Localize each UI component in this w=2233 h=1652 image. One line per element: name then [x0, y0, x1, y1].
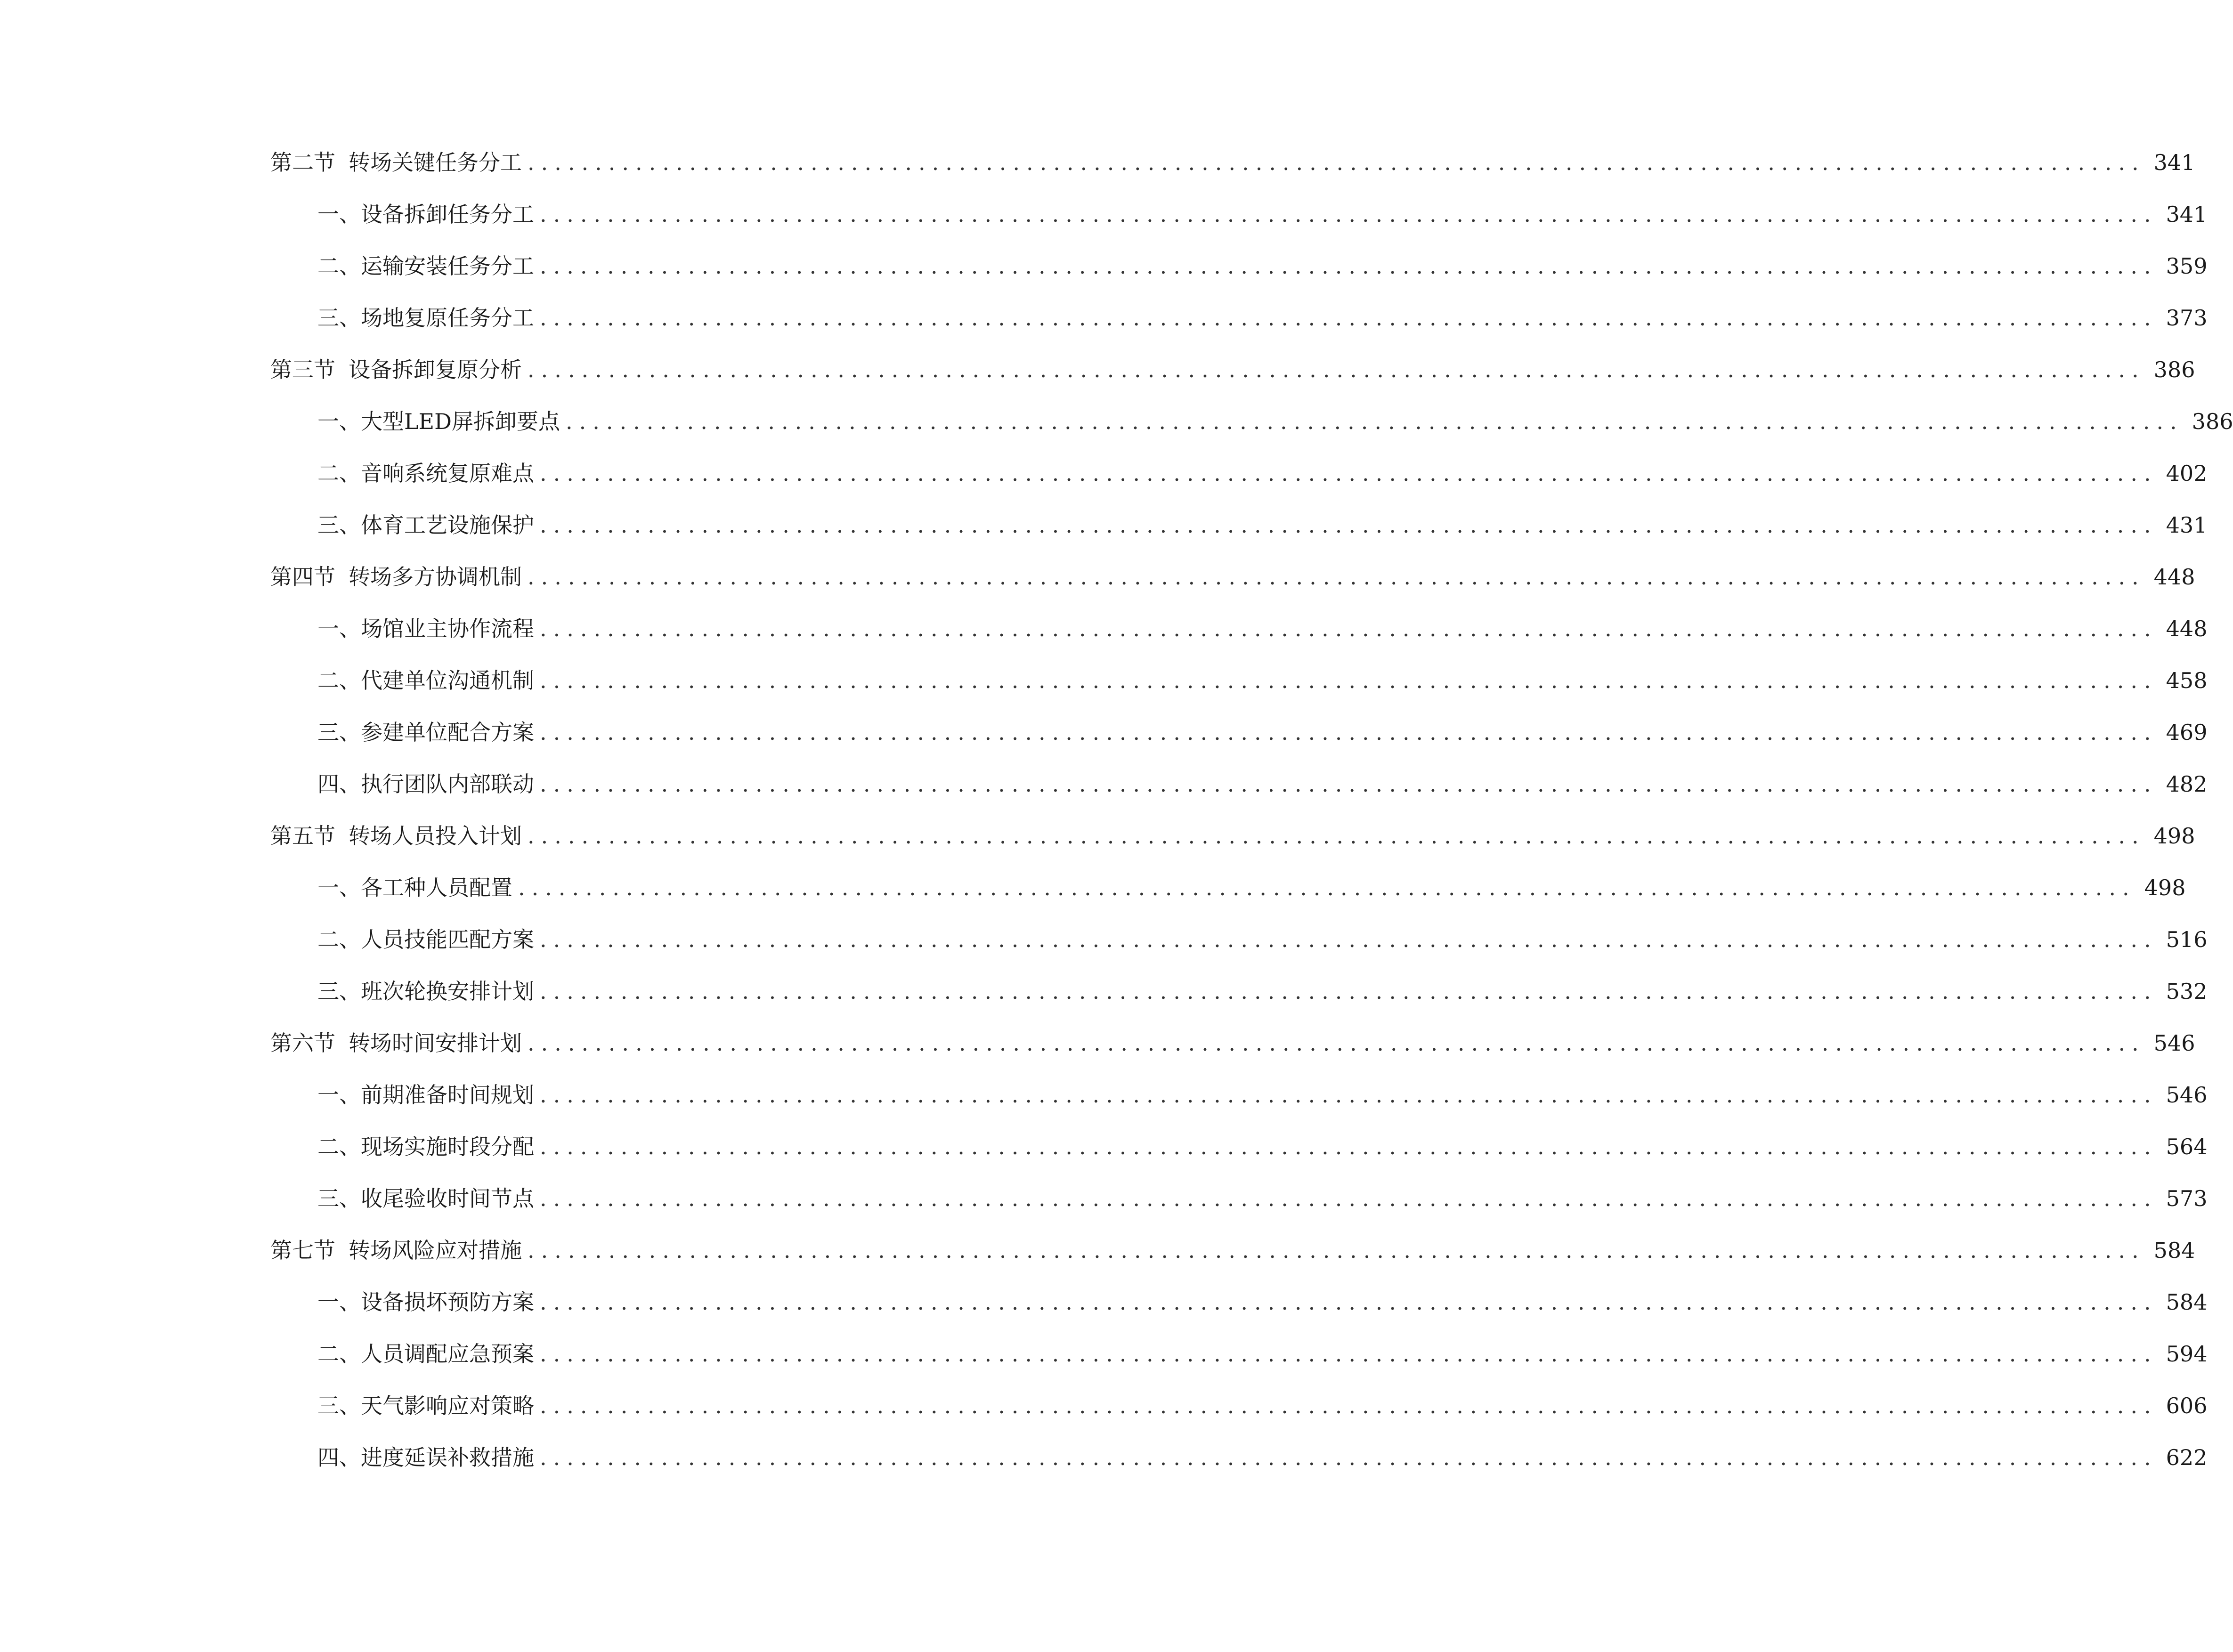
toc-page-number: 359	[2166, 253, 2208, 279]
toc-page-number: 386	[2192, 409, 2233, 434]
toc-entry-number: 第七节	[270, 1238, 335, 1263]
toc-page-number: 606	[2166, 1393, 2208, 1418]
toc-entry-title: 场馆业主协作流程	[361, 616, 534, 641]
toc-dot-leader: ........................................................................................................................	[540, 1082, 2158, 1108]
toc-entry-title: 进度延误补救措施	[361, 1445, 534, 1470]
toc-entry-title: 设备损坏预防方案	[361, 1289, 534, 1315]
toc-subsection-entry[interactable]	[270, 862, 2186, 914]
toc-subsection-entry[interactable]	[270, 292, 2208, 344]
toc-subsection-entry[interactable]	[270, 965, 2208, 1017]
toc-entry-title: 转场时间安排计划	[349, 1030, 522, 1056]
toc-dot-leader: ........................................................................................................................	[518, 875, 2136, 900]
toc-subsection-entry[interactable]	[270, 1173, 2208, 1224]
toc-dot-leader: ........................................................................................................................	[540, 305, 2158, 331]
toc-dot-leader: ........................................................................................................................	[540, 1393, 2158, 1418]
toc-dot-leader: ........................................................................................................................	[540, 616, 2158, 641]
toc-entry-title: 班次轮换安排计划	[361, 979, 534, 1004]
toc-subsection-entry[interactable]	[270, 1069, 2208, 1121]
toc-dot-leader: ........................................................................................................................	[540, 1445, 2158, 1470]
toc-entry-title: 体育工艺设施保护	[361, 512, 534, 538]
toc-dot-leader: ........................................................................................................................	[540, 512, 2158, 538]
toc-page-number: 622	[2166, 1445, 2208, 1470]
toc-entry-number: 第三节	[270, 357, 335, 382]
toc-entry-number: 四、	[317, 1445, 361, 1470]
toc-page-number: 532	[2166, 979, 2208, 1004]
toc-entry-number: 第二节	[270, 150, 335, 175]
toc-entry-number: 一、	[317, 1082, 361, 1108]
toc-section-entry[interactable]	[270, 344, 2195, 396]
toc-page-number: 458	[2166, 668, 2208, 693]
toc-entry-number: 三、	[317, 512, 361, 538]
toc-dot-leader: ........................................................................................................................	[566, 409, 2184, 434]
toc-page-number: 431	[2166, 512, 2208, 538]
toc-entry-number: 第五节	[270, 823, 335, 849]
toc-entry-number: 一、	[317, 875, 361, 900]
toc-entry-title: 转场风险应对措施	[349, 1238, 522, 1263]
toc-page-number: 402	[2166, 461, 2208, 486]
toc-subsection-entry[interactable]	[270, 499, 2208, 551]
toc-entry-title: 执行团队内部联动	[361, 771, 534, 797]
toc-entry-number: 二、	[317, 927, 361, 952]
toc-subsection-entry[interactable]	[270, 603, 2208, 655]
toc-dot-leader: ........................................................................................................................	[528, 1030, 2145, 1056]
toc-entry-number: 第四节	[270, 564, 335, 590]
toc-subsection-entry[interactable]	[270, 396, 2233, 447]
toc-page-number: 448	[2166, 616, 2208, 641]
toc-page-number: 498	[2153, 823, 2195, 849]
toc-entry-title: 代建单位沟通机制	[361, 668, 534, 693]
toc-dot-leader: ........................................................................................................................	[540, 461, 2158, 486]
toc-entry-title: 音响系统复原难点	[361, 461, 534, 486]
toc-page-number: 469	[2166, 720, 2208, 745]
toc-subsection-entry[interactable]	[270, 655, 2208, 706]
toc-entry-number: 二、	[317, 1341, 361, 1367]
toc-dot-leader: ........................................................................................................................	[528, 1238, 2145, 1263]
toc-page-number: 516	[2166, 927, 2208, 952]
toc-dot-leader: ........................................................................................................................	[540, 1186, 2158, 1211]
toc-page-number: 584	[2153, 1238, 2195, 1263]
toc-subsection-entry[interactable]	[270, 758, 2208, 810]
toc-page-number: 584	[2166, 1289, 2208, 1315]
toc-entry-title: 天气影响应对策略	[361, 1393, 534, 1418]
toc-entry-title: 人员技能匹配方案	[361, 927, 534, 952]
toc-page-number: 341	[2153, 150, 2195, 175]
toc-subsection-entry[interactable]	[270, 1276, 2208, 1328]
toc-section-entry[interactable]	[270, 1224, 2195, 1276]
toc-entry-number: 三、	[317, 979, 361, 1004]
table-of-contents	[270, 137, 2233, 1483]
toc-dot-leader: ........................................................................................................................	[540, 202, 2158, 227]
toc-subsection-entry[interactable]	[270, 240, 2208, 292]
toc-entry-title: 设备拆卸复原分析	[349, 357, 522, 382]
toc-entry-number: 二、	[317, 1134, 361, 1159]
toc-subsection-entry[interactable]	[270, 1380, 2208, 1432]
toc-page-number: 386	[2153, 357, 2195, 382]
toc-entry-title: 参建单位配合方案	[361, 720, 534, 745]
toc-subsection-entry[interactable]	[270, 914, 2208, 965]
toc-entry-number: 一、	[317, 409, 361, 434]
toc-section-entry[interactable]	[270, 137, 2195, 188]
toc-subsection-entry[interactable]	[270, 188, 2208, 240]
toc-entry-number: 一、	[317, 202, 361, 227]
toc-entry-number: 第六节	[270, 1030, 335, 1056]
toc-entry-number: 三、	[317, 305, 361, 331]
toc-entry-title: 现场实施时段分配	[361, 1134, 534, 1159]
toc-dot-leader: ........................................................................................................................	[540, 1134, 2158, 1159]
toc-entry-number: 三、	[317, 1393, 361, 1418]
toc-dot-leader: ........................................................................................................................	[540, 1289, 2158, 1315]
toc-subsection-entry[interactable]	[270, 1328, 2208, 1380]
toc-dot-leader: ........................................................................................................................	[528, 823, 2145, 849]
toc-entry-number: 三、	[317, 720, 361, 745]
toc-dot-leader: ........................................................................................................................	[540, 720, 2158, 745]
toc-entry-title: 运输安装任务分工	[361, 253, 534, 279]
toc-page-number: 498	[2144, 875, 2186, 900]
toc-dot-leader: ........................................................................................................................	[540, 927, 2158, 952]
toc-page-number: 373	[2166, 305, 2208, 331]
toc-dot-leader: ........................................................................................................................	[540, 979, 2158, 1004]
toc-entry-number: 二、	[317, 461, 361, 486]
toc-page-number: 482	[2166, 771, 2208, 797]
toc-entry-title: 转场多方协调机制	[349, 564, 522, 590]
toc-subsection-entry[interactable]	[270, 1121, 2208, 1173]
toc-entry-number: 一、	[317, 616, 361, 641]
toc-dot-leader: ........................................................................................................................	[528, 564, 2145, 590]
toc-subsection-entry[interactable]	[270, 1432, 2208, 1483]
toc-dot-leader: ........................................................................................................................	[528, 357, 2145, 382]
toc-page-number: 546	[2153, 1030, 2195, 1056]
toc-entry-number: 二、	[317, 668, 361, 693]
toc-entry-title: 人员调配应急预案	[361, 1341, 534, 1367]
toc-section-entry[interactable]	[270, 551, 2195, 603]
toc-entry-title: 收尾验收时间节点	[361, 1186, 534, 1211]
toc-entry-title: 前期准备时间规划	[361, 1082, 534, 1108]
toc-entry-title: 转场关键任务分工	[349, 150, 522, 175]
toc-page-number: 594	[2166, 1341, 2208, 1367]
toc-dot-leader: ........................................................................................................................	[540, 253, 2158, 279]
toc-section-entry[interactable]	[270, 1017, 2195, 1069]
toc-entry-title: 转场人员投入计划	[349, 823, 522, 849]
toc-page-number: 573	[2166, 1186, 2208, 1211]
toc-page-number: 564	[2166, 1134, 2208, 1159]
toc-entry-title: 大型LED屏拆卸要点	[361, 409, 560, 434]
toc-dot-leader: ........................................................................................................................	[540, 771, 2158, 797]
toc-dot-leader: ........................................................................................................................	[528, 150, 2145, 175]
toc-subsection-entry[interactable]	[270, 706, 2208, 758]
toc-entry-title: 各工种人员配置	[361, 875, 512, 900]
toc-subsection-entry[interactable]	[270, 447, 2208, 499]
toc-entry-number: 一、	[317, 1289, 361, 1315]
toc-entry-title: 设备拆卸任务分工	[361, 202, 534, 227]
toc-page-number: 341	[2166, 202, 2208, 227]
toc-page-number: 448	[2153, 564, 2195, 590]
toc-entry-title: 场地复原任务分工	[361, 305, 534, 331]
toc-entry-number: 三、	[317, 1186, 361, 1211]
toc-entry-number: 二、	[317, 253, 361, 279]
toc-page-number: 546	[2166, 1082, 2208, 1108]
toc-entry-number: 四、	[317, 771, 361, 797]
toc-dot-leader: ........................................................................................................................	[540, 1341, 2158, 1367]
toc-dot-leader: ........................................................................................................................	[540, 668, 2158, 693]
toc-section-entry[interactable]	[270, 810, 2195, 862]
